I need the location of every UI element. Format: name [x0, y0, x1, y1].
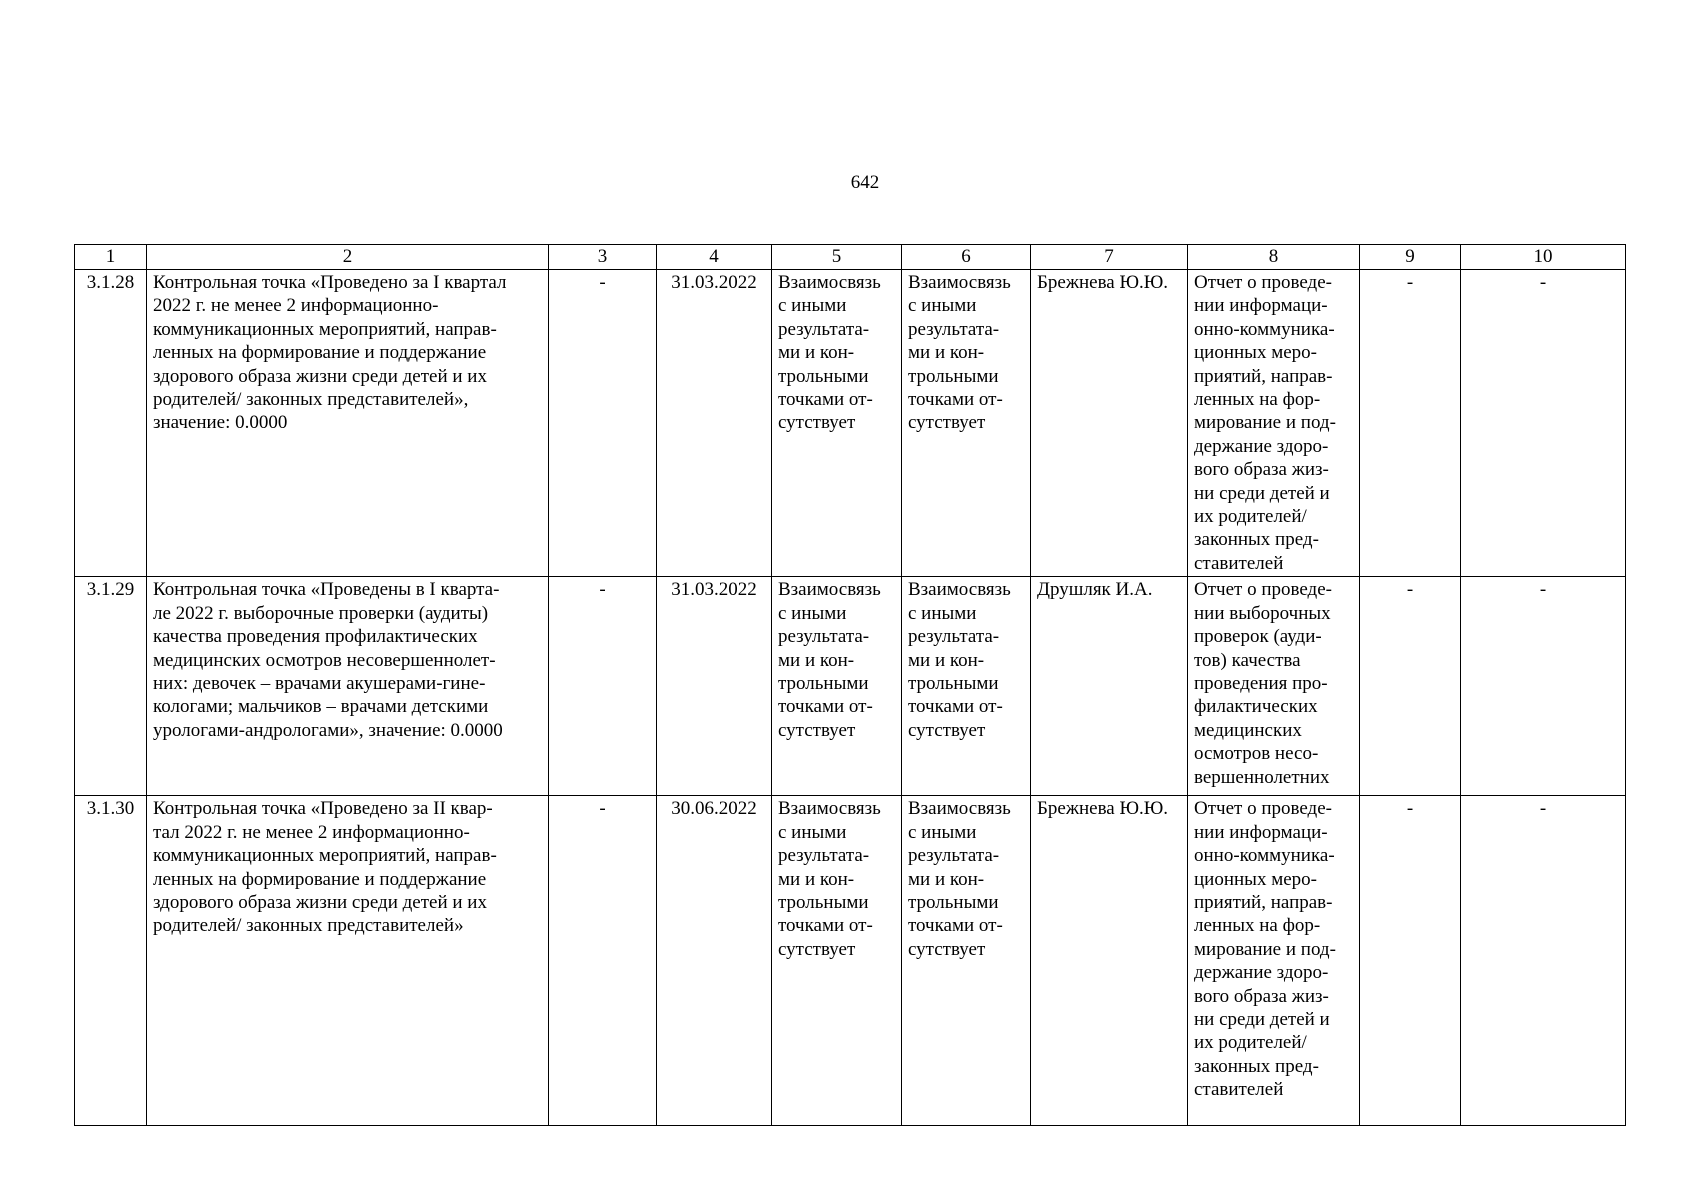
row-report: Отчет о проведе- нии информаци- онно-коммуника- ционных меро- приятий, направ- ленных на фор- мирование и под- держание здоро- вого образа жиз- ни среди детей и их родителей/ законных пред- ставителей: [1188, 796, 1360, 1126]
row-col10: -: [1461, 577, 1626, 796]
row-description: Контрольная точка «Проведены в I кварта- ле 2022 г. выборочные проверки (аудиты) качества проведения профилактических медицинских осмотров несовершеннолет- них: девочек – врачами акушерами-гине- кологами; мальчиков – врачами детскими урологами-андрологами», значение: 0.0000: [147, 577, 549, 796]
row-number: 3.1.28: [75, 270, 147, 577]
column-header-10: 10: [1461, 245, 1626, 270]
row-col9: -: [1360, 577, 1461, 796]
column-header-2: 2: [147, 245, 549, 270]
control-points-table: [74, 244, 1626, 1126]
row-col3: -: [549, 577, 657, 796]
table-row: [75, 270, 1626, 577]
row-relation-points: Взаимосвязь с иными результата- ми и кон- трольными точками от- сутствует: [902, 796, 1031, 1126]
row-col10: -: [1461, 270, 1626, 577]
row-report: Отчет о проведе- нии информаци- онно-коммуника- ционных меро- приятий, направ- ленных на фор- мирование и под- держание здоро- вого образа жиз- ни среди детей и их родителей/ законных пред- ставителей: [1188, 270, 1360, 577]
column-header-3: 3: [549, 245, 657, 270]
table-row: [75, 796, 1626, 1126]
column-header-9: 9: [1360, 245, 1461, 270]
row-responsible: Друшляк И.А.: [1031, 577, 1188, 796]
column-header-5: 5: [772, 245, 902, 270]
row-number: 3.1.30: [75, 796, 147, 1126]
row-col9: -: [1360, 796, 1461, 1126]
row-description: Контрольная точка «Проведено за I квартал 2022 г. не менее 2 информационно- коммуникационных мероприятий, направ- ленных на формирование и поддержание здорового образа жизни среди детей и их родителей/ законных представителей», значение: 0.0000: [147, 270, 549, 577]
row-date: 31.03.2022: [657, 270, 772, 577]
row-col3: -: [549, 796, 657, 1126]
page-number: 642: [850, 172, 880, 193]
table-header-row: [75, 245, 1626, 270]
row-report: Отчет о проведе- нии выборочных проверок (ауди- тов) качества проведения про- филактических медицинских осмотров несо- вершеннолетних: [1188, 577, 1360, 796]
row-relation-results: Взаимосвязь с иными результата- ми и кон- трольными точками от- сутствует: [772, 577, 902, 796]
row-relation-points: Взаимосвязь с иными результата- ми и кон- трольными точками от- сутствует: [902, 270, 1031, 577]
row-relation-points: Взаимосвязь с иными результата- ми и кон- трольными точками от- сутствует: [902, 577, 1031, 796]
column-header-4: 4: [657, 245, 772, 270]
row-responsible: Брежнева Ю.Ю.: [1031, 270, 1188, 577]
column-header-7: 7: [1031, 245, 1188, 270]
row-relation-results: Взаимосвязь с иными результата- ми и кон- трольными точками от- сутствует: [772, 270, 902, 577]
table-row: [75, 577, 1626, 796]
row-col10: -: [1461, 796, 1626, 1126]
column-header-1: 1: [75, 245, 147, 270]
row-col9: -: [1360, 270, 1461, 577]
column-header-8: 8: [1188, 245, 1360, 270]
row-number: 3.1.29: [75, 577, 147, 796]
row-description: Контрольная точка «Проведено за II квар- тал 2022 г. не менее 2 информационно- коммуникационных мероприятий, направ- ленных на формирование и поддержание здорового образа жизни среди детей и их родителей/ законных представителей»: [147, 796, 549, 1126]
row-date: 30.06.2022: [657, 796, 772, 1126]
row-date: 31.03.2022: [657, 577, 772, 796]
row-col3: -: [549, 270, 657, 577]
column-header-6: 6: [902, 245, 1031, 270]
row-relation-results: Взаимосвязь с иными результата- ми и кон- трольными точками от- сутствует: [772, 796, 902, 1126]
row-responsible: Брежнева Ю.Ю.: [1031, 796, 1188, 1126]
